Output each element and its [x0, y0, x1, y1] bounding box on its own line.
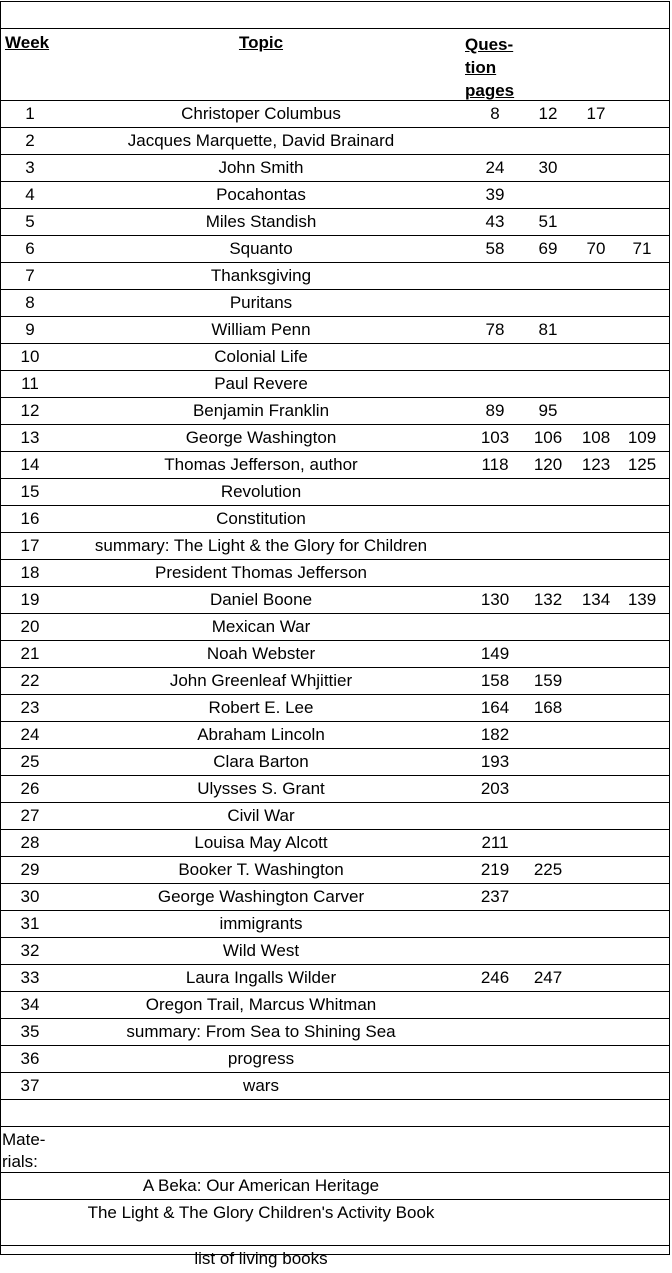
- question-page: 159: [533, 671, 563, 690]
- question-page: 39: [485, 185, 505, 204]
- table-row: [1, 479, 669, 506]
- week-number: 14: [20, 455, 40, 474]
- table-row: [1, 209, 669, 236]
- question-page: 164: [480, 698, 510, 717]
- topic-name: Paul Revere: [214, 374, 308, 393]
- table-row: [1, 1073, 669, 1100]
- table-row: [1, 182, 669, 209]
- topic-name: Pocahontas: [216, 185, 306, 204]
- table-row: [1, 695, 669, 722]
- question-page: 120: [533, 455, 563, 474]
- question-page: 24: [485, 158, 505, 177]
- question-page: 71: [632, 239, 652, 258]
- table-row: [1, 398, 669, 425]
- week-number: 15: [20, 482, 40, 501]
- week-number: 28: [20, 833, 40, 852]
- question-page: 30: [538, 158, 558, 177]
- question-page: 139: [627, 590, 657, 609]
- materials-item: list of living books: [194, 1249, 328, 1268]
- topic-name: Abraham Lincoln: [197, 725, 325, 744]
- week-number: 31: [20, 914, 40, 933]
- table-row: [1, 992, 669, 1019]
- topic-name: Wild West: [222, 941, 300, 960]
- topic-name: George Washington Carver: [157, 887, 365, 906]
- question-page: 247: [533, 968, 563, 987]
- week-column-header: Week: [5, 33, 50, 52]
- week-number: 36: [20, 1049, 40, 1068]
- materials-item-row: [1, 1246, 669, 1273]
- week-number: 5: [25, 212, 35, 231]
- week-number: 34: [20, 995, 40, 1014]
- topic-name: Miles Standish: [205, 212, 317, 231]
- table-row: [1, 155, 669, 182]
- topic-name: Constitution: [216, 509, 306, 528]
- question-page: 51: [538, 212, 558, 231]
- week-number: 25: [20, 752, 40, 771]
- spacer-row: [1, 1100, 669, 1127]
- question-page: 134: [581, 590, 611, 609]
- topic-name: John Smith: [218, 158, 304, 177]
- topic-name: Oregon Trail, Marcus Whitman: [145, 995, 377, 1014]
- week-number: 26: [20, 779, 40, 798]
- materials-label: Mate-rials:: [2, 1130, 46, 1171]
- week-number: 18: [20, 563, 40, 582]
- topic-name: Thanksgiving: [210, 266, 312, 285]
- table-row: [1, 1019, 669, 1046]
- question-page: 81: [538, 320, 558, 339]
- question-page: 70: [586, 239, 606, 258]
- week-number: 1: [25, 104, 35, 123]
- week-number: 29: [20, 860, 40, 879]
- week-number: 12: [20, 401, 40, 420]
- table-row: [1, 344, 669, 371]
- materials-header-row: [1, 1127, 669, 1173]
- topic-name: immigrants: [219, 914, 303, 933]
- table-row: [1, 560, 669, 587]
- week-number: 27: [20, 806, 40, 825]
- week-number: 16: [20, 509, 40, 528]
- week-number: 33: [20, 968, 40, 987]
- materials-item: A Beka: Our American Heritage: [142, 1176, 380, 1195]
- topic-name: Ulysses S. Grant: [197, 779, 325, 798]
- topic-name: Clara Barton: [213, 752, 309, 771]
- table-row: [1, 425, 669, 452]
- question-page: 69: [538, 239, 558, 258]
- week-number: 24: [20, 725, 40, 744]
- question-page: 246: [480, 968, 510, 987]
- topic-name: George Washington: [185, 428, 337, 447]
- week-number: 4: [25, 185, 35, 204]
- question-page: 203: [480, 779, 510, 798]
- topic-name: John Greenleaf Whjittier: [169, 671, 353, 690]
- question-page: 106: [533, 428, 563, 447]
- materials-item-row: [1, 1200, 669, 1246]
- table-row: [1, 533, 669, 560]
- topic-name: summary: The Light & the Glory for Children: [94, 536, 428, 555]
- week-number: 23: [20, 698, 40, 717]
- table-row: [1, 506, 669, 533]
- table-row: [1, 614, 669, 641]
- question-page: 95: [538, 401, 558, 420]
- week-number: 32: [20, 941, 40, 960]
- week-number: 3: [25, 158, 35, 177]
- question-page: 109: [627, 428, 657, 447]
- table-row: [1, 236, 669, 263]
- table-row: [1, 452, 669, 479]
- schedule-rows: [1, 101, 669, 1100]
- question-page: 103: [480, 428, 510, 447]
- topic-column-header: Topic: [238, 33, 284, 52]
- question-page: 12: [538, 104, 558, 123]
- question-page: 130: [480, 590, 510, 609]
- topic-name: Squanto: [229, 239, 293, 258]
- question-page: 158: [480, 671, 510, 690]
- topic-name: Civil War: [227, 806, 295, 825]
- week-number: 9: [25, 320, 35, 339]
- week-number: 13: [20, 428, 40, 447]
- table-row: [1, 128, 669, 155]
- question-page: 17: [586, 104, 606, 123]
- question-page: 125: [627, 455, 657, 474]
- table-row: [1, 749, 669, 776]
- table-row: [1, 857, 669, 884]
- topic-name: Christoper Columbus: [181, 104, 341, 123]
- question-page: 219: [480, 860, 510, 879]
- question-page: 43: [485, 212, 505, 231]
- table-row: [1, 317, 669, 344]
- topic-name: Puritans: [229, 293, 293, 312]
- topic-name: Noah Webster: [206, 644, 316, 663]
- materials-item-row: [1, 1173, 669, 1200]
- topic-name: Booker T. Washington: [178, 860, 344, 879]
- question-page: 211: [481, 833, 509, 852]
- table-row: [1, 1046, 669, 1073]
- topic-name: summary: From Sea to Shining Sea: [126, 1022, 396, 1041]
- table-row: [1, 587, 669, 614]
- question-page: 225: [533, 860, 563, 879]
- question-page: 78: [485, 320, 505, 339]
- topic-name: Louisa May Alcott: [194, 833, 328, 852]
- question-page: 89: [485, 401, 505, 420]
- week-number: 2: [25, 131, 35, 150]
- week-number: 11: [21, 374, 39, 393]
- table-row: [1, 884, 669, 911]
- question-page: 149: [480, 644, 510, 663]
- question-page: 132: [533, 590, 563, 609]
- top-blank-row: [1, 2, 669, 29]
- table-row: [1, 668, 669, 695]
- table-row: [1, 101, 669, 128]
- question-page: 108: [581, 428, 611, 447]
- table-row: [1, 803, 669, 830]
- week-number: 20: [20, 617, 40, 636]
- table-row: [1, 290, 669, 317]
- table-row: [1, 263, 669, 290]
- week-number: 30: [20, 887, 40, 906]
- topic-name: Jacques Marquette, David Brainard: [127, 131, 395, 150]
- topic-name: Benjamin Franklin: [192, 401, 330, 420]
- topic-name: wars: [243, 1076, 279, 1095]
- question-pages-column-header: Ques-tion pages: [465, 35, 515, 100]
- topic-name: Revolution: [220, 482, 302, 501]
- topic-name: William Penn: [211, 320, 311, 339]
- week-number: 21: [20, 644, 40, 663]
- question-page: 123: [581, 455, 611, 474]
- topic-name: Robert E. Lee: [208, 698, 314, 717]
- table-row: [1, 776, 669, 803]
- week-number: 37: [20, 1076, 40, 1095]
- week-number: 22: [20, 671, 40, 690]
- materials-item: The Light & The Glory Children's Activity Book: [87, 1203, 435, 1222]
- table-row: [1, 371, 669, 398]
- question-page: 8: [490, 104, 500, 123]
- question-page: 58: [485, 239, 505, 258]
- topic-name: Mexican War: [211, 617, 311, 636]
- week-number: 6: [25, 239, 35, 258]
- topic-name: Laura Ingalls Wilder: [185, 968, 337, 987]
- question-page: 193: [480, 752, 510, 771]
- table-row: [1, 722, 669, 749]
- question-page: 168: [533, 698, 563, 717]
- week-number: 7: [25, 266, 35, 285]
- topic-name: progress: [227, 1049, 295, 1068]
- week-number: 8: [25, 293, 35, 312]
- schedule-sheet: [0, 1, 670, 1268]
- header-row: [1, 29, 669, 101]
- question-page: 237: [480, 887, 510, 906]
- week-number: 10: [20, 347, 40, 366]
- table-row: [1, 641, 669, 668]
- table-row: [1, 938, 669, 965]
- topic-name: Daniel Boone: [209, 590, 313, 609]
- week-number: 19: [20, 590, 40, 609]
- topic-name: Colonial Life: [214, 347, 308, 366]
- table-row: [1, 830, 669, 857]
- question-page: 182: [480, 725, 510, 744]
- table-row: [1, 911, 669, 938]
- week-number: 35: [20, 1022, 40, 1041]
- topic-name: President Thomas Jefferson: [155, 563, 367, 582]
- week-number: 17: [20, 536, 40, 555]
- topic-name: Thomas Jefferson, author: [164, 455, 358, 474]
- question-page: 118: [481, 455, 509, 474]
- table-row: [1, 965, 669, 992]
